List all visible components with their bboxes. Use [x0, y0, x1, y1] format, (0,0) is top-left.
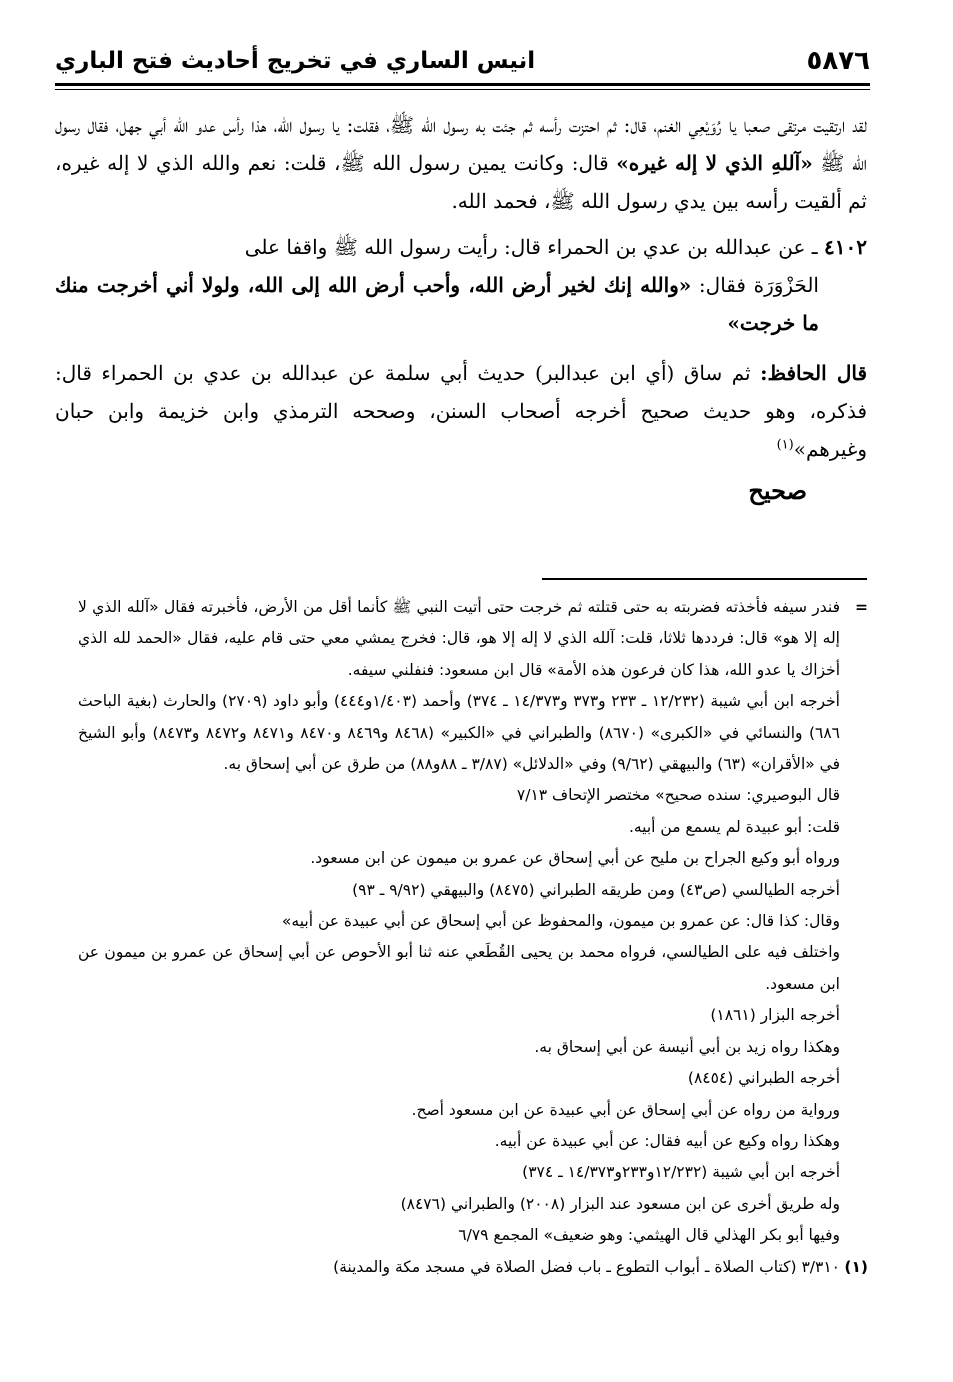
footnote-line-text: أخرجه ابن أبي شيبة (١٢/٢٣٢ ـ ٢٣٣ و٣٧٣ و١٤/٣٧٣ ـ ٣٧٤) وأحمد (١/٤٠٣و٤٤٤) وأبو داود (٢٧٠٩) والحارث (بغية الباحث ٦٨٦) والنسائي في «الكبرى» (٨٦٧٠) والطبراني في «الكبير» (٨٤٦٨ و٨٤٦٩ و٨٤٧٠ و٨٤٧١ و٨٤٧٢ و٨٤٧٣) وأبو الشيخ في «الأقران» (٦٣) والبيهقي (٩/٦٢) وفي «الدلائل» (٣/٨٧ ـ ٨٨و٨٨) من طرق عن أبي إسحاق به.: [78, 692, 840, 774]
footnote-line-text: أخرجه الطيالسي (ص٤٣) ومن طريقه الطبراني (٨٤٧٥) والبيهقي (٩/٩٢ ـ ٩٣): [352, 880, 840, 899]
footnote-number: (١): [844, 1257, 868, 1276]
footnote-reference[interactable]: (١): [776, 437, 794, 453]
footnote-line: [78, 780, 868, 811]
footnote-line-text: وفيها أبو بكر الهذلي قال الهيثمي: وهو ضعيف» المجمع ٦/٧٩: [458, 1226, 840, 1245]
footnote-line-text: قال البوصيري: سنده صحيح» مختصر الإتحاف ٧/١٣: [516, 786, 840, 805]
footnote-line-text: أخرجه البزار (١٨٦١): [710, 1006, 840, 1025]
paragraph-text-end: قال: وكانت يمين رسول الله ﷺ، قلت: نعم والله الذي لا إله غيره، ثم ألقيت رأسه بين يدي رسول الله ﷺ، فحمد الله.: [55, 151, 867, 213]
main-text: [55, 106, 867, 510]
footnote-line-text: وهكذا رواه وكيع عن أبيه فقال: عن أبي عبيدة عن أبيه.: [494, 1131, 840, 1150]
hadith-quote: «والله إنك لخير أرض الله، وأحب أرض الله إلى الله، ولولا أني أخرجت منك ما خرجت»: [55, 273, 819, 335]
hadith-continuation-paragraph: [55, 106, 867, 220]
note-label: قال الحافظ:: [760, 361, 868, 385]
footnote-line-text: أخرجه ابن أبي شيبة (١٢/٢٣٢و٢٣٣و١٤/٣٧٣ ـ ٣٧٤): [522, 1163, 840, 1182]
footnote-line: [78, 937, 868, 1000]
footnote-line-text: أخرجه الطبراني (٨٤٥٤): [687, 1069, 840, 1088]
header-rule-thin: [55, 89, 870, 90]
footnote-line-text: وقال: كذا قال: عن عمرو بن ميمون، والمحفوظ عن أبي إسحاق عن أبي عبيدة عن أبيه»: [281, 912, 840, 931]
footnote-line-text: ورواه أبو وكيع الجراح بن مليح عن أبي إسحاق عن عمرو بن ميمون عن ابن مسعود.: [310, 849, 840, 868]
footnote-line: [78, 1000, 868, 1031]
prophet-quote: «آللهِ الذي لا إله غيره»: [616, 151, 813, 175]
footnote-line-text: وهكذا رواه زيد بن أبي أنيسة عن أبي إسحاق به.: [534, 1037, 840, 1056]
footnote-line: [78, 1126, 868, 1157]
footnote-continuation: [78, 592, 868, 686]
footnote-line: [78, 875, 868, 906]
footnote-divider: [542, 578, 867, 580]
footnote-line: [78, 1032, 868, 1063]
note-text: ثم ساق (أي ابن عبدالبر) حديث أبي سلمة عن عبدالله بن عدي بن الحمراء قال: فذكره، وهو حديث صحيح أخرجه أصحاب السنن، وصححه الترمذي وابن خزيمة وابن حبان وغيرهم»: [55, 361, 867, 461]
footnote-line: [78, 1157, 868, 1188]
continuation-text: فندر سيفه فأخذته فضربته به حتى قتلته ثم خرجت حتى أتيت النبي ﷺ كأنما أقل من الأرض، فأخبرته فقال «آلله الذي لا إله إلا هو» قال: فرددها ثلاثا، قلت: آلله الذي لا إله إلا هو، قال: فخرج يمشي معي حتى قام عليه، فقال «الحمد لله الذي أخزاك يا عدو الله، هذا كان فرعون هذه الأمة» قال ابن مسعود: فنفلني سيفه.: [78, 598, 840, 679]
footnote-line: [78, 906, 868, 937]
hadith-grade: صحيح: [748, 476, 807, 505]
page-number: ٥٨٧٦: [806, 46, 870, 76]
hadith-number: ٤١٠٢: [824, 235, 867, 259]
footnote-line: [78, 1063, 868, 1094]
hadith-4102: [55, 228, 867, 342]
footnote-line-text: وله طريق أخرى عن ابن مسعود عند البزار (٢٠٠٨) والطبراني (٨٤٧٦): [400, 1194, 840, 1213]
hadith-intro: ـ عن عبدالله بن عدي بن الحمراء قال: رأيت رسول الله ﷺ واقفا على: [244, 235, 825, 259]
footnote-line-text: قلت: أبو عبيدة لم يسمع من أبيه.: [628, 817, 840, 836]
footnote-line: [78, 812, 868, 843]
footnote-line: [78, 1095, 868, 1126]
hafiz-note: [55, 354, 867, 468]
footnote-line-text: ورواية من رواه عن أبي إسحاق عن أبي عبيدة عن ابن مسعود أصح.: [411, 1100, 840, 1119]
page-header: [55, 40, 870, 80]
footnote-1: [78, 1252, 868, 1283]
footnote-line: [78, 843, 868, 874]
footnote-line: [78, 686, 868, 780]
continuation-marker: =: [855, 598, 868, 616]
footnote-line: [78, 1220, 868, 1251]
footnote-1-text: ٣/٣١٠ (كتاب الصلاة ـ أبواب التطوع ـ باب فضل الصلاة في مسجد مكة والمدينة): [333, 1257, 840, 1276]
header-rule-thick: [55, 83, 870, 86]
footnote-line: [78, 1189, 868, 1220]
paragraph-text: لقد ارتقيت مرتقى صعبا يا رُوَيْعِي الغنم، قال: ثم احتزت رأسه ثم جئت به رسول الله ﷺ، فقلت: يا رسول الله، هذا رأس عدو الله أبي جهل، فقال رسول الله ﷺ: [55, 113, 868, 175]
footnotes: [78, 592, 868, 1283]
footnote-line-text: واختلف فيه على الطيالسي، فرواه محمد بن يحيى القُطَعي عنه ثنا أبو الأحوص عن أبي إسحاق عن عمرو بن ميمون عن ابن مسعود.: [78, 943, 840, 993]
hadith-body: [55, 266, 867, 342]
hadith-place: الحَزْوَرَة فقال:: [691, 273, 819, 297]
book-title: انيس الساري في تخريج أحاديث فتح الباري: [55, 48, 536, 74]
